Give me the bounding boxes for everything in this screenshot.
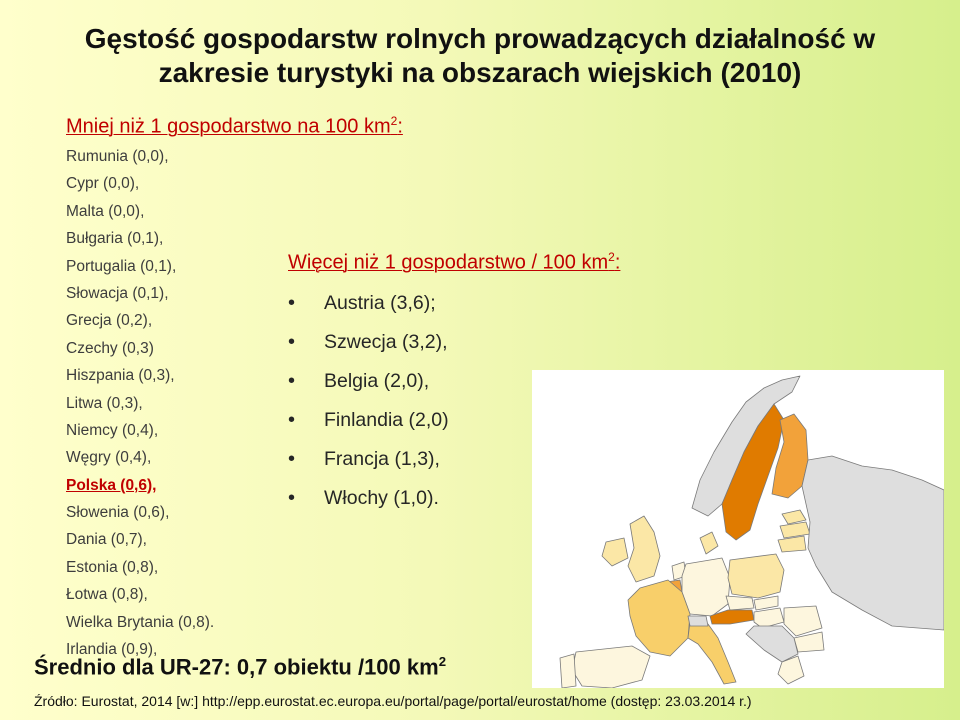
bullet-icon: • bbox=[288, 292, 296, 314]
bullet-icon: • bbox=[288, 370, 296, 392]
map-region-italy bbox=[688, 622, 736, 684]
map-region-hungary bbox=[754, 608, 784, 628]
bullet-item-text: Austria (3,6); bbox=[324, 292, 436, 314]
high-heading-text: Więcej niż 1 gospodarstwo / 100 km bbox=[288, 251, 609, 274]
list-item: Estonia (0,8), bbox=[66, 558, 159, 576]
bullet-item bbox=[288, 284, 449, 323]
list-item: Rumunia (0,0), bbox=[66, 148, 169, 165]
average-text: Średnio dla UR-27: 0,7 obiektu /100 km bbox=[34, 654, 439, 680]
list-item: Portugalia (0,1), bbox=[66, 257, 177, 275]
title-line-2: zakresie turystyki na obszarach wiejskich (2010) bbox=[158, 57, 802, 88]
high-heading-sup: 2 bbox=[608, 250, 615, 264]
bullet-item bbox=[288, 362, 449, 401]
map-region-switzerland bbox=[688, 616, 708, 626]
list-item: Wielka Brytania (0,8). bbox=[66, 613, 215, 631]
bullet-icon: • bbox=[288, 448, 296, 470]
map-region-lithuania bbox=[778, 536, 806, 552]
list-item: Bułgaria (0,1), bbox=[66, 230, 164, 248]
map-region-germany bbox=[682, 558, 730, 616]
list-item: Litwa (0,3), bbox=[66, 394, 143, 412]
low-density-list bbox=[66, 143, 214, 663]
average-sup: 2 bbox=[438, 654, 447, 669]
list-item: Słowacja (0,1), bbox=[66, 284, 169, 302]
low-heading-text: Mniej niż 1 gospodarstwo na 100 km bbox=[66, 115, 391, 138]
page-title bbox=[0, 22, 960, 90]
map-region-estonia bbox=[782, 510, 806, 524]
bullet-item-text: Finlandia (2,0) bbox=[324, 409, 449, 431]
list-item: Słowenia (0,6), bbox=[66, 504, 170, 522]
bullet-item bbox=[288, 401, 449, 440]
list-item: Węgry (0,4), bbox=[66, 449, 152, 467]
map-region-ireland bbox=[602, 538, 628, 566]
list-item: Irlandia (0,9), bbox=[66, 641, 158, 659]
map-region-denmark bbox=[700, 532, 718, 554]
bullet-icon: • bbox=[288, 487, 296, 509]
europe-density-map bbox=[532, 370, 944, 688]
title-line-1: Gęstość gospodarstw rolnych prowadzących działalność w bbox=[84, 23, 876, 54]
bullet-item-text: Włochy (1,0). bbox=[324, 487, 439, 509]
list-item-poland-highlighted: Polska (0,6), bbox=[66, 476, 157, 494]
list-item: Hiszpania (0,3), bbox=[66, 367, 175, 385]
map-region-east bbox=[802, 456, 944, 630]
high-density-list bbox=[288, 284, 449, 518]
map-region-spain bbox=[572, 646, 650, 688]
list-item: Grecja (0,2), bbox=[66, 312, 153, 330]
bullet-item-text: Szwecja (3,2), bbox=[324, 331, 448, 353]
bullet-item-text: Belgia (2,0), bbox=[324, 370, 430, 392]
source-note: Źródło: Eurostat, 2014 [w:] http://epp.eurostat.ec.europa.eu/portal/page/portal/eurostat/home (dostęp: 23.03.2014 r.) bbox=[34, 693, 752, 709]
bullet-icon: • bbox=[288, 331, 296, 353]
bullet-item-text: Francja (1,3), bbox=[324, 448, 440, 470]
bullet-item bbox=[288, 323, 449, 362]
map-region-portugal bbox=[560, 654, 576, 688]
map-region-romania bbox=[784, 606, 822, 636]
list-item: Czechy (0,3) bbox=[66, 339, 154, 357]
map-region-poland bbox=[728, 554, 784, 598]
map-region-france bbox=[628, 580, 690, 656]
low-heading-sup: 2 bbox=[390, 114, 398, 128]
map-region-uk bbox=[628, 516, 660, 582]
high-heading-tail: : bbox=[614, 251, 621, 274]
list-item: Cypr (0,0), bbox=[66, 175, 140, 193]
low-density-heading bbox=[66, 114, 403, 139]
map-region-latvia bbox=[780, 522, 810, 538]
list-item: Dania (0,7), bbox=[66, 531, 147, 549]
bullet-item bbox=[288, 479, 449, 518]
eu-average-statement bbox=[34, 654, 446, 680]
bullet-icon: • bbox=[288, 409, 296, 431]
low-heading-tail: : bbox=[397, 115, 403, 138]
list-item: Łotwa (0,8), bbox=[66, 586, 148, 604]
europe-map-graphic bbox=[532, 370, 944, 688]
list-item: Niemcy (0,4), bbox=[66, 421, 159, 439]
map-region-balkans bbox=[746, 626, 798, 662]
high-density-heading bbox=[288, 250, 620, 275]
map-region-czechia bbox=[726, 596, 754, 610]
bullet-item bbox=[288, 440, 449, 479]
list-item: Malta (0,0), bbox=[66, 202, 145, 220]
